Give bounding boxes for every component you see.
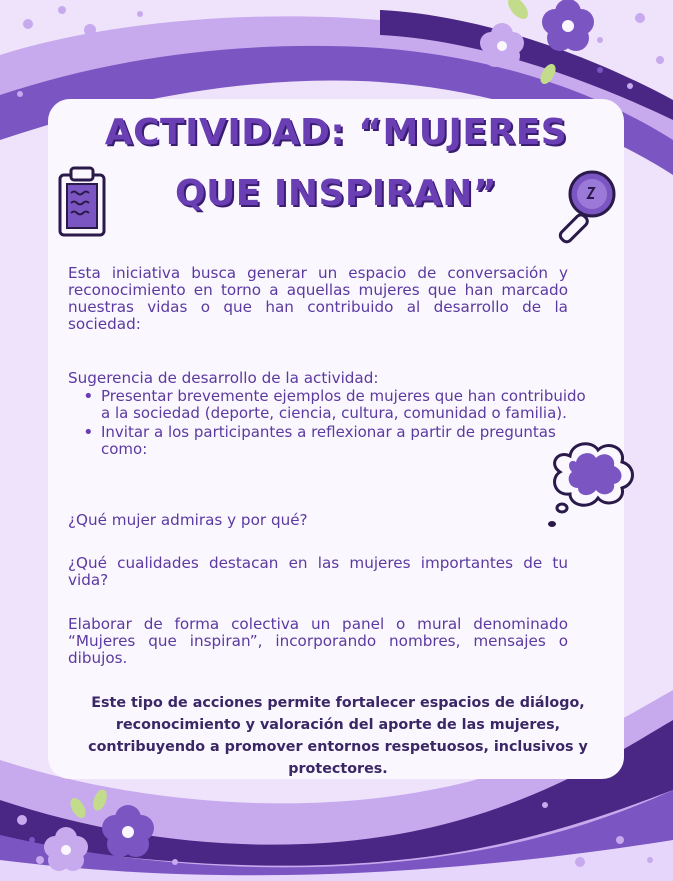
intro-paragraph: Esta iniciativa busca generar un espacio de conversación y reconocimiento en torno a aquellas mujeres que han marcado nuestras vidas o que han contribuido al desarrollo de la sociedad: xyxy=(68,264,568,333)
suggestion-heading: Sugerencia de desarrollo de la actividad: xyxy=(68,369,379,387)
magnifier-icon xyxy=(540,166,624,250)
page-title-line2: QUE INSPIRAN” xyxy=(174,173,498,214)
suggestion-list xyxy=(68,388,591,460)
page-title-line1: ACTIVIDAD: “MUJERES xyxy=(104,112,568,153)
question-1: ¿Qué mujer admiras y por qué? xyxy=(68,511,308,529)
clipboard-icon xyxy=(56,165,110,239)
list-item: • Invitar a los participantes a reflexionar a partir de preguntas como: xyxy=(101,424,591,458)
closing-paragraph: Este tipo de acciones permite fortalecer espacios de diálogo, reconocimiento y valoración del aporte de las mujeres, contribuyendo a promover entornos respetuosos, inclusivos y protectores. xyxy=(88,695,588,777)
list-item: • Presentar brevemente ejemplos de mujeres que han contribuido a la sociedad (deporte, ciencia, cultura, comunidad o familia). xyxy=(101,388,591,422)
mural-paragraph: Elaborar de forma colectiva un panel o mural denominado “Mujeres que inspiran”, incorporando nombres, mensajes o dibujos. xyxy=(68,615,568,667)
question-2: ¿Qué cualidades destacan en las mujeres importantes de tu vida? xyxy=(68,554,568,589)
